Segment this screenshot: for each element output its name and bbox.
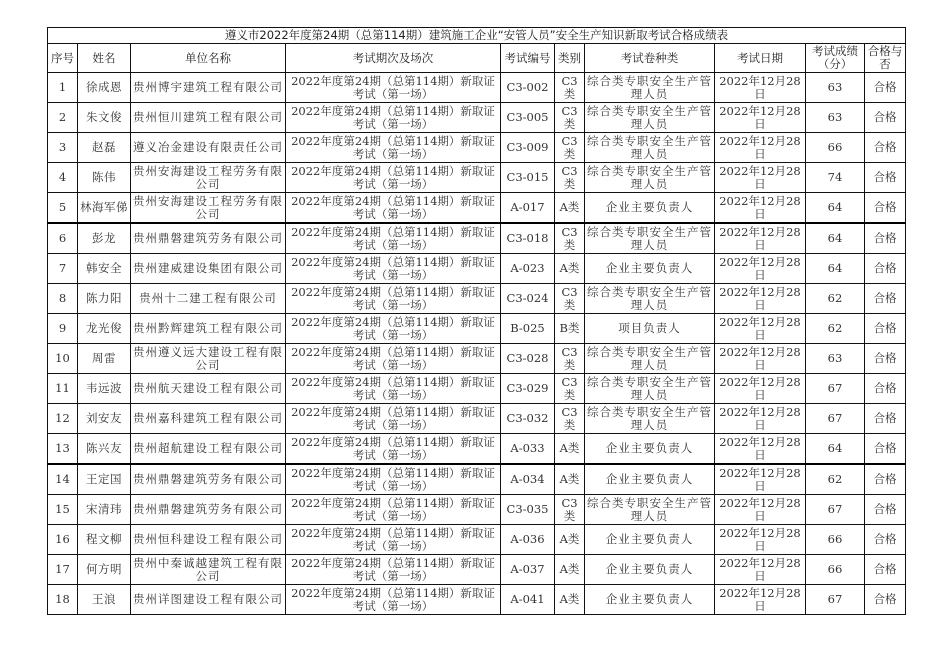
cell-name: 宋清玮 — [78, 495, 131, 525]
cell-category: C3类 — [555, 344, 585, 374]
cell-result: 合格 — [865, 374, 906, 404]
cell-paper: 企业主要负责人 — [585, 254, 715, 284]
cell-exam-id: C3-015 — [501, 163, 555, 193]
cell-exam-id: A-023 — [501, 254, 555, 284]
cell-paper: 企业主要负责人 — [585, 464, 715, 495]
cell-category: C3类 — [555, 404, 585, 434]
cell-unit: 贵州恒川建筑工程有限公司 — [131, 103, 286, 133]
results-table — [47, 27, 906, 615]
cell-session: 2022年度第24期（总第114期）新取证考试（第一场） — [286, 344, 501, 374]
cell-paper: 综合类专职安全生产管理人员 — [585, 163, 715, 193]
cell-category: C3类 — [555, 223, 585, 254]
cell-date: 2022年12月28日 — [715, 344, 806, 374]
cell-no: 7 — [48, 254, 78, 284]
cell-category: C3类 — [555, 495, 585, 525]
cell-unit: 贵州鼎磐建筑劳务有限公司 — [131, 464, 286, 495]
cell-unit: 贵州嘉科建筑工程有限公司 — [131, 404, 286, 434]
header-score: 考试成绩（分） — [806, 44, 865, 73]
cell-date: 2022年12月28日 — [715, 254, 806, 284]
cell-date: 2022年12月28日 — [715, 374, 806, 404]
cell-no: 13 — [48, 434, 78, 465]
cell-date: 2022年12月28日 — [715, 434, 806, 465]
header-paper: 考试卷种类 — [585, 44, 715, 73]
cell-date: 2022年12月28日 — [715, 284, 806, 314]
cell-date: 2022年12月28日 — [715, 73, 806, 103]
cell-date: 2022年12月28日 — [715, 193, 806, 224]
cell-exam-id: C3-024 — [501, 284, 555, 314]
cell-date: 2022年12月28日 — [715, 464, 806, 495]
cell-unit: 贵州超航建设工程有限公司 — [131, 434, 286, 465]
cell-unit: 贵州详图建设工程有限公司 — [131, 585, 286, 615]
cell-exam-id: C3-028 — [501, 344, 555, 374]
cell-category: A类 — [555, 525, 585, 555]
cell-exam-id: C3-018 — [501, 223, 555, 254]
cell-session: 2022年度第24期（总第114期）新取证考试（第一场） — [286, 404, 501, 434]
cell-no: 5 — [48, 193, 78, 224]
cell-paper: 综合类专职安全生产管理人员 — [585, 404, 715, 434]
cell-result: 合格 — [865, 585, 906, 615]
cell-score: 74 — [806, 163, 865, 193]
cell-unit: 贵州建威建设集团有限公司 — [131, 254, 286, 284]
cell-unit: 贵州博宇建筑工程有限公司 — [131, 73, 286, 103]
cell-category: A类 — [555, 193, 585, 224]
cell-no: 16 — [48, 525, 78, 555]
cell-paper: 企业主要负责人 — [585, 525, 715, 555]
cell-category: C3类 — [555, 103, 585, 133]
cell-exam-id: C3-032 — [501, 404, 555, 434]
cell-no: 14 — [48, 464, 78, 495]
cell-score: 63 — [806, 73, 865, 103]
cell-date: 2022年12月28日 — [715, 103, 806, 133]
cell-result: 合格 — [865, 495, 906, 525]
table-row — [48, 525, 906, 555]
cell-session: 2022年度第24期（总第114期）新取证考试（第一场） — [286, 193, 501, 224]
cell-exam-id: C3-005 — [501, 103, 555, 133]
cell-result: 合格 — [865, 163, 906, 193]
cell-result: 合格 — [865, 404, 906, 434]
cell-unit: 遵义冶金建设有限责任公司 — [131, 133, 286, 163]
cell-unit: 贵州安海建设工程劳务有限公司 — [131, 193, 286, 224]
cell-session: 2022年度第24期（总第114期）新取证考试（第一场） — [286, 314, 501, 344]
table-row — [48, 434, 906, 465]
cell-score: 63 — [806, 344, 865, 374]
cell-no: 4 — [48, 163, 78, 193]
cell-category: A类 — [555, 434, 585, 465]
cell-result: 合格 — [865, 73, 906, 103]
cell-session: 2022年度第24期（总第114期）新取证考试（第一场） — [286, 525, 501, 555]
cell-exam-id: A-034 — [501, 464, 555, 495]
header-no: 序号 — [48, 44, 78, 73]
cell-score: 62 — [806, 464, 865, 495]
cell-category: A类 — [555, 464, 585, 495]
cell-unit: 贵州恒科建设工程有限公司 — [131, 525, 286, 555]
cell-name: 陈伟 — [78, 163, 131, 193]
header-unit: 单位名称 — [131, 44, 286, 73]
cell-name: 刘安友 — [78, 404, 131, 434]
cell-category: B类 — [555, 314, 585, 344]
cell-session: 2022年度第24期（总第114期）新取证考试（第一场） — [286, 163, 501, 193]
cell-name: 何方明 — [78, 555, 131, 585]
cell-score: 63 — [806, 103, 865, 133]
cell-no: 17 — [48, 555, 78, 585]
cell-session: 2022年度第24期（总第114期）新取证考试（第一场） — [286, 284, 501, 314]
cell-name: 周雷 — [78, 344, 131, 374]
table-row — [48, 163, 906, 193]
cell-category: C3类 — [555, 133, 585, 163]
cell-no: 8 — [48, 284, 78, 314]
table-row — [48, 555, 906, 585]
cell-paper: 综合类专职安全生产管理人员 — [585, 103, 715, 133]
cell-exam-id: A-036 — [501, 525, 555, 555]
cell-unit: 贵州航天建设工程有限公司 — [131, 374, 286, 404]
cell-paper: 综合类专职安全生产管理人员 — [585, 133, 715, 163]
cell-date: 2022年12月28日 — [715, 223, 806, 254]
cell-exam-id: C3-035 — [501, 495, 555, 525]
cell-unit: 贵州中秦诚越建筑工程有限公司 — [131, 555, 286, 585]
cell-category: A类 — [555, 585, 585, 615]
cell-date: 2022年12月28日 — [715, 133, 806, 163]
cell-score: 64 — [806, 193, 865, 224]
cell-exam-id: C3-002 — [501, 73, 555, 103]
cell-session: 2022年度第24期（总第114期）新取证考试（第一场） — [286, 103, 501, 133]
cell-result: 合格 — [865, 223, 906, 254]
cell-paper: 综合类专职安全生产管理人员 — [585, 223, 715, 254]
cell-score: 66 — [806, 525, 865, 555]
header-category: 类别 — [555, 44, 585, 73]
cell-result: 合格 — [865, 464, 906, 495]
table-row — [48, 404, 906, 434]
cell-unit: 贵州鼎磐建筑劳务有限公司 — [131, 495, 286, 525]
cell-paper: 综合类专职安全生产管理人员 — [585, 495, 715, 525]
table-row — [48, 193, 906, 224]
cell-result: 合格 — [865, 555, 906, 585]
cell-score: 67 — [806, 404, 865, 434]
cell-unit: 贵州黔辉建筑工程有限公司 — [131, 314, 286, 344]
cell-paper: 项目负责人 — [585, 314, 715, 344]
cell-name: 陈力阳 — [78, 284, 131, 314]
cell-no: 9 — [48, 314, 78, 344]
table-row — [48, 314, 906, 344]
cell-result: 合格 — [865, 284, 906, 314]
cell-score: 66 — [806, 133, 865, 163]
cell-session: 2022年度第24期（总第114期）新取证考试（第一场） — [286, 555, 501, 585]
cell-exam-id: C3-029 — [501, 374, 555, 404]
cell-no: 12 — [48, 404, 78, 434]
cell-category: A类 — [555, 254, 585, 284]
cell-category: A类 — [555, 555, 585, 585]
cell-session: 2022年度第24期（总第114期）新取证考试（第一场） — [286, 374, 501, 404]
cell-paper: 企业主要负责人 — [585, 193, 715, 224]
cell-session: 2022年度第24期（总第114期）新取证考试（第一场） — [286, 223, 501, 254]
cell-paper: 综合类专职安全生产管理人员 — [585, 374, 715, 404]
cell-name: 陈兴友 — [78, 434, 131, 465]
cell-result: 合格 — [865, 254, 906, 284]
header-name: 姓名 — [78, 44, 131, 73]
cell-score: 67 — [806, 374, 865, 404]
cell-date: 2022年12月28日 — [715, 314, 806, 344]
cell-session: 2022年度第24期（总第114期）新取证考试（第一场） — [286, 133, 501, 163]
cell-name: 赵磊 — [78, 133, 131, 163]
cell-date: 2022年12月28日 — [715, 404, 806, 434]
cell-result: 合格 — [865, 133, 906, 163]
cell-result: 合格 — [865, 434, 906, 465]
cell-session: 2022年度第24期（总第114期）新取证考试（第一场） — [286, 585, 501, 615]
cell-category: C3类 — [555, 163, 585, 193]
cell-name: 彭龙 — [78, 223, 131, 254]
cell-name: 朱文俊 — [78, 103, 131, 133]
cell-exam-id: A-017 — [501, 193, 555, 224]
document-title: 遵义市2022年度第24期（总第114期）建筑施工企业“安管人员”安全生产知识新取考试合格成绩表 — [48, 28, 906, 44]
table-row — [48, 254, 906, 284]
cell-date: 2022年12月28日 — [715, 163, 806, 193]
cell-session: 2022年度第24期（总第114期）新取证考试（第一场） — [286, 254, 501, 284]
table-row — [48, 133, 906, 163]
cell-name: 程文柳 — [78, 525, 131, 555]
table-row — [48, 344, 906, 374]
cell-exam-id: C3-009 — [501, 133, 555, 163]
cell-category: C3类 — [555, 284, 585, 314]
cell-no: 15 — [48, 495, 78, 525]
header-result: 合格与否 — [865, 44, 906, 73]
cell-result: 合格 — [865, 344, 906, 374]
cell-score: 62 — [806, 314, 865, 344]
cell-score: 64 — [806, 434, 865, 465]
cell-name: 龙光俊 — [78, 314, 131, 344]
table-row — [48, 495, 906, 525]
cell-session: 2022年度第24期（总第114期）新取证考试（第一场） — [286, 464, 501, 495]
cell-score: 67 — [806, 495, 865, 525]
cell-exam-id: A-033 — [501, 434, 555, 465]
cell-name: 徐成恩 — [78, 73, 131, 103]
table-row — [48, 73, 906, 103]
cell-date: 2022年12月28日 — [715, 525, 806, 555]
cell-date: 2022年12月28日 — [715, 555, 806, 585]
cell-category: C3类 — [555, 374, 585, 404]
cell-unit: 贵州鼎磐建筑劳务有限公司 — [131, 223, 286, 254]
cell-unit: 贵州遵义远大建设工程有限公司 — [131, 344, 286, 374]
table-row — [48, 464, 906, 495]
cell-unit: 贵州十二建工程有限公司 — [131, 284, 286, 314]
cell-date: 2022年12月28日 — [715, 585, 806, 615]
cell-no: 3 — [48, 133, 78, 163]
cell-name: 韦远波 — [78, 374, 131, 404]
cell-score: 64 — [806, 223, 865, 254]
table-row — [48, 103, 906, 133]
cell-result: 合格 — [865, 103, 906, 133]
cell-name: 王浪 — [78, 585, 131, 615]
table-row — [48, 585, 906, 615]
header-date: 考试日期 — [715, 44, 806, 73]
cell-score: 64 — [806, 254, 865, 284]
cell-no: 2 — [48, 103, 78, 133]
cell-name: 韩安全 — [78, 254, 131, 284]
cell-no: 10 — [48, 344, 78, 374]
cell-paper: 综合类专职安全生产管理人员 — [585, 73, 715, 103]
cell-score: 62 — [806, 284, 865, 314]
cell-result: 合格 — [865, 525, 906, 555]
cell-exam-id: A-041 — [501, 585, 555, 615]
cell-date: 2022年12月28日 — [715, 495, 806, 525]
cell-paper: 企业主要负责人 — [585, 434, 715, 465]
cell-no: 18 — [48, 585, 78, 615]
cell-exam-id: A-037 — [501, 555, 555, 585]
cell-session: 2022年度第24期（总第114期）新取证考试（第一场） — [286, 495, 501, 525]
cell-paper: 综合类专职安全生产管理人员 — [585, 284, 715, 314]
cell-result: 合格 — [865, 193, 906, 224]
cell-result: 合格 — [865, 314, 906, 344]
table-row — [48, 284, 906, 314]
header-exam-id: 考试编号 — [501, 44, 555, 73]
cell-category: C3类 — [555, 73, 585, 103]
cell-no: 6 — [48, 223, 78, 254]
cell-exam-id: B-025 — [501, 314, 555, 344]
cell-unit: 贵州安海建设工程劳务有限公司 — [131, 163, 286, 193]
table-row — [48, 374, 906, 404]
cell-name: 王定国 — [78, 464, 131, 495]
cell-name: 林海军俤 — [78, 193, 131, 224]
cell-score: 66 — [806, 555, 865, 585]
cell-no: 11 — [48, 374, 78, 404]
table-row — [48, 223, 906, 254]
cell-paper: 企业主要负责人 — [585, 585, 715, 615]
cell-session: 2022年度第24期（总第114期）新取证考试（第一场） — [286, 73, 501, 103]
header-session: 考试期次及场次 — [286, 44, 501, 73]
cell-paper: 综合类专职安全生产管理人员 — [585, 344, 715, 374]
header-row — [48, 44, 906, 73]
cell-no: 1 — [48, 73, 78, 103]
cell-session: 2022年度第24期（总第114期）新取证考试（第一场） — [286, 434, 501, 465]
cell-paper: 企业主要负责人 — [585, 555, 715, 585]
cell-score: 67 — [806, 585, 865, 615]
